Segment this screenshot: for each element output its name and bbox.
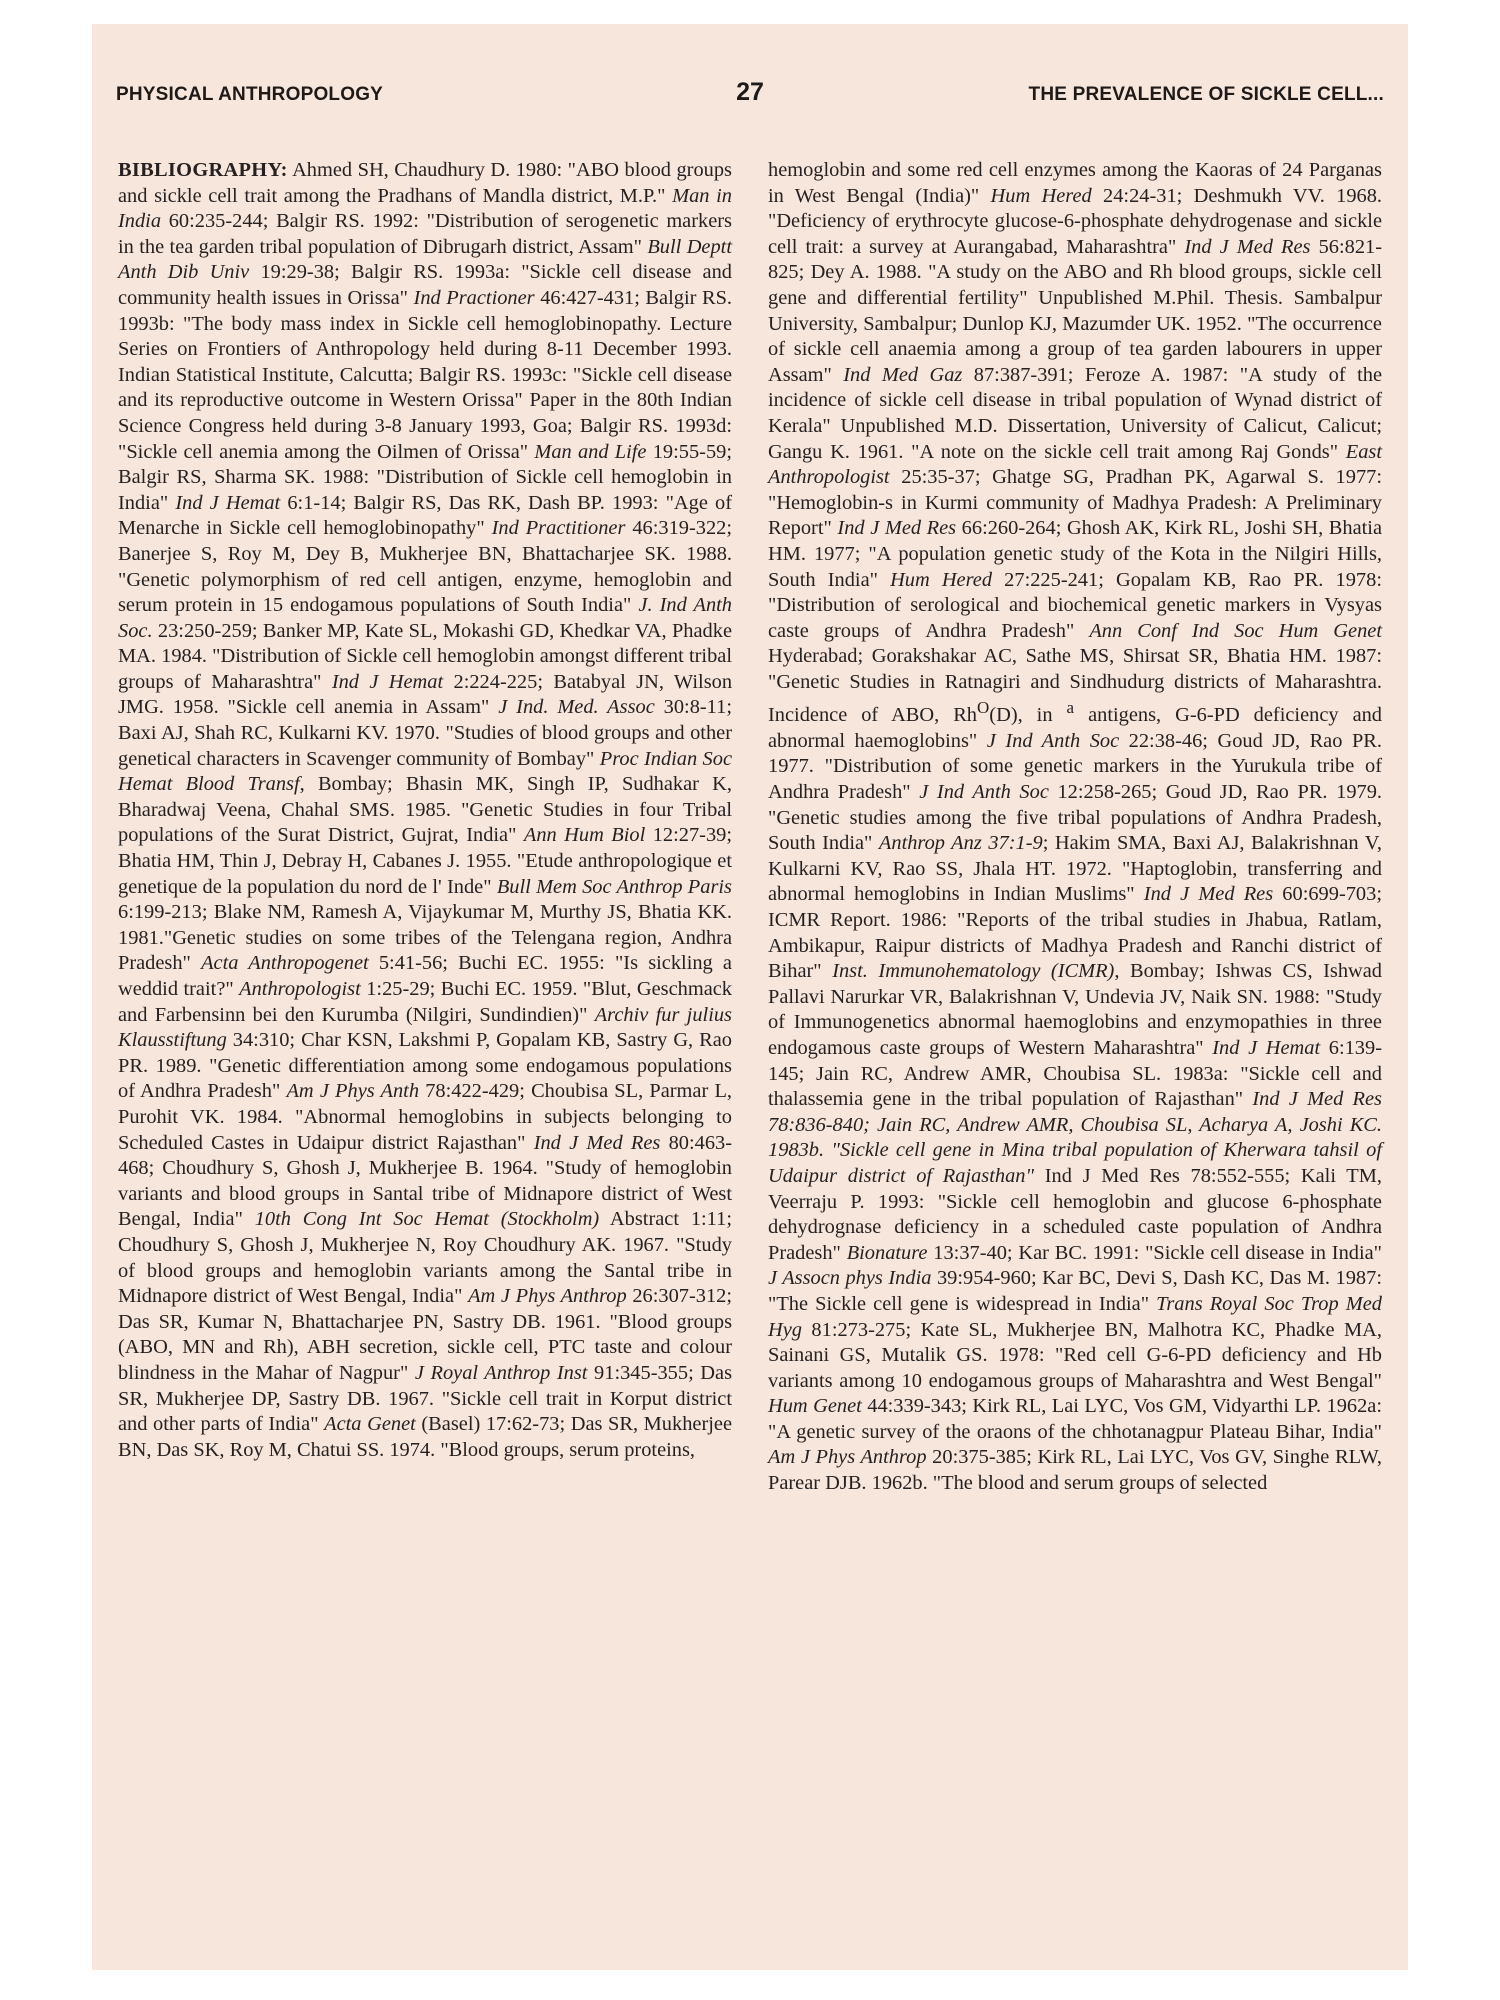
citation-text: 46:319-322; Banerjee S, Roy M, Dey B, Mukherjee BN, Bhattacharjee SK. 1988. "Genetic polymorphism of red cell antigen, enzyme, hemoglobin and serum protein in 15 endogamous populations of South India" bbox=[118, 517, 733, 617]
citation-text: , Bombay; Ishwas CS, Ishwad Pallavi Narurkar VR, Balakrishnan V, Undevia JV, Naik SN. 1988: "Study of Immunogenetics abnormal haemoglobins and enzymopathies in three endogamous caste groups of Western Maharashtra" bbox=[768, 960, 1382, 1059]
citation-source-italic: Acta Anthropogenet bbox=[201, 952, 369, 975]
citation-source-italic: Bionature bbox=[846, 1241, 928, 1264]
citation-source-italic: Ind J Med Res bbox=[1143, 883, 1274, 906]
citation-source-italic: J Royal Anthrop Inst bbox=[414, 1361, 588, 1384]
citation-text: 13:37-40; Kar BC. 1991: "Sickle cell disease in India" bbox=[927, 1241, 1382, 1264]
bibliography-heading: BIBLIOGRAPHY: bbox=[118, 159, 288, 181]
citation-source-italic: Trans Royal Soc Trop Med Hyg bbox=[768, 1292, 1382, 1341]
citation-text: 30:8-11; Baxi AJ, Shah RC, Kulkarni KV. 1970. "Studies of blood groups and other genetical characters in Scavenger community of Bombay" bbox=[118, 696, 732, 770]
citation-text: 44:339-343; Kirk RL, Lai LYC, Vos GM, Vidyarthi LP. 1962a: "A genetic survey of the oraons of the chhotanagpur Plateau Bihar, India" bbox=[768, 1395, 1382, 1443]
citation-source-italic: Hum Hered bbox=[990, 184, 1092, 207]
citation-text: 1:25-29; Buchi EC. 1959. "Blut, Geschmack and Farbensinn bei den Kurumba (Nilgiri, Sundindien)" bbox=[118, 978, 732, 1026]
citation-text: 12:27-39; Bhatia HM, Thin J, Debray H, Cabanes J. 1955. "Etude anthropologique et genetique de la population du nord de l' Inde" bbox=[118, 824, 733, 898]
citation-text: 20:375-385; Kirk RL, Lai LYC, Vos GV, Singhe RLW, Parear DJB. 1962b. "The blood and serum groups of selected bbox=[768, 1446, 1383, 1495]
citation-source-italic: Am J Phys Anthrop bbox=[468, 1285, 627, 1308]
citation-text: 56:821-825; Dey A. 1988. "A study on the ABO and Rh blood groups, sickle cell gene and differential fertility" Unpublished M.Phil. Thesis. Sambalpur University, Sambalpur; Dunlop KJ, Mazumder UK. 1952. "The occurrence of sickle cell anaemia among a group of tea garden labourers in upper Assam" bbox=[768, 235, 1382, 386]
citation-text: (D), in bbox=[989, 704, 1067, 727]
citation-text: 2:224-225; Batabyal JN, Wilson JMG. 1958. "Sickle cell anemia in Assam" bbox=[118, 670, 733, 719]
citation-text: 5:41-56; Buchi EC. 1955: "Is sickling a weddid trait?" bbox=[118, 952, 732, 1000]
citation-source-italic: Ann Hum Biol bbox=[523, 824, 646, 847]
citation-text: Ahmed SH, Chaudhury D. 1980: "ABO blood groups and sickle cell trait among the Pradhans of Mandla district, M.P." bbox=[118, 159, 732, 207]
citation-text: 87:387-391; Feroze A. 1987: "A study of the incidence of sickle cell disease in tribal population of Wynad district of Kerala" Unpublished M.D. Dissertation, University of Calicut, Calicut; Gangu K. 1961. "A note on the sickle cell trait among Raj Gonds" bbox=[768, 363, 1382, 463]
citation-text: 60:699-703; ICMR Report. 1986: "Reports of the tribal studies in Jhabua, Ratlam, Ambikapur, Raipur districts of Madhya Pradesh and Ranchi district of Bihar" bbox=[768, 883, 1382, 983]
citation-source-italic: J Ind. Med. Assoc bbox=[498, 696, 655, 719]
citation-source-italic: J Ind Anth Soc bbox=[986, 729, 1120, 752]
citation-text: antigens, G-6-PD deficiency and abnormal haemoglobins" bbox=[768, 704, 1383, 752]
citation-source-italic: Archiv fur julius Klausstiftung bbox=[118, 1003, 732, 1052]
citation-source-italic: Inst. Immunohematology (ICMR) bbox=[832, 960, 1115, 983]
citation-source-italic: J. Ind Anth Soc. bbox=[118, 594, 732, 642]
citation-source-italic: Proc Indian Soc Hemat Blood Transf bbox=[118, 747, 732, 796]
citation-source-italic: Hum Hered bbox=[890, 568, 993, 591]
page-number: 27 bbox=[736, 78, 764, 106]
citation-text: 6:199-213; Blake NM, Ramesh A, Vijaykumar M, Murthy JS, Bhatia KK. 1981."Genetic studies on some tribes of the Telengana region, Andhra Pradesh" bbox=[118, 901, 732, 975]
journal-page bbox=[92, 24, 1408, 1970]
citation-text: 23:250-259; Banker MP, Kate SL, Mokashi GD, Khedkar VA, Phadke MA. 1984. "Distribution of Sickle cell hemoglobin amongst different tribal groups of Maharashtra" bbox=[118, 619, 732, 693]
citation-source-italic: Man in India bbox=[118, 184, 732, 233]
citation-source-italic: Acta Genet bbox=[324, 1413, 416, 1436]
citation-source-italic: Ind Practitioner bbox=[491, 517, 626, 540]
citation-text: 46:427-431; Balgir RS. 1993b: "The body mass index in Sickle cell hemoglobinopathy. Lecture Series on Frontiers of Anthropology held during 8-11 December 1993. Indian Statistical Institute, Calcutta; Balgir RS. 1993c: "Sickle cell disease and its reproductive outcome in Western Orissa" Paper in the 80th Indian Science Congress held during 3-8 January 1993, Goa; Balgir RS. 1993d: "Sickle cell anemia among the Oilmen of Orissa" bbox=[118, 286, 733, 463]
citation-text: (Basel) 17:62-73; Das SR, Mukherjee BN, Das SK, Roy M, Chatui SS. 1974. "Blood groups, serum proteins, bbox=[118, 1413, 732, 1461]
citation-source-italic: J Ind Anth Soc bbox=[919, 781, 1049, 804]
citation-source-italic: Am J Phys Anth bbox=[286, 1080, 420, 1103]
citation-source-italic: Anthrop Anz 37:1-9 bbox=[878, 832, 1043, 855]
citation-source-italic: Bull Deptt Anth Dib Univ bbox=[118, 235, 732, 284]
citation-text: 39:954-960; Kar BC, Devi S, Dash KC, Das M. 1987: "The Sickle cell gene is widespread in India" bbox=[768, 1267, 1382, 1315]
citation-source-italic: J Assocn phys India bbox=[768, 1267, 932, 1290]
bibliography-section bbox=[118, 158, 1382, 1497]
citation-text: 26:307-312; Das SR, Kumar N, Bhattacharjee PN, Sastry DB. 1961. "Blood groups (ABO, MN and Rh), ABH secretion, sickle cell, PTC taste and colour blindness in the Mahar of Nagpur" bbox=[118, 1285, 733, 1384]
citation-text: 19:29-38; Balgir RS. 1993a: "Sickle cell disease and community health issues in Orissa" bbox=[118, 261, 732, 309]
citation-text: , Bombay; Bhasin MK, Singh IP, Sudhakar K, Bharadwaj Veena, Chahal SMS. 1985. "Genetic Studies in four Tribal populations of the Surat District, Gujrat, India" bbox=[118, 773, 732, 847]
citation-source-italic: East Anthropologist bbox=[768, 440, 1382, 489]
citation-text: 6:139-145; Jain RC, Andrew AMR, Choubisa SL. 1983a: "Sickle cell and thalassemia gene in the tribal population of Rajasthan" bbox=[768, 1036, 1382, 1111]
citation-text: Abstract 1:11; Choudhury S, Ghosh J, Mukherjee N, Roy Choudhury AK. 1967. "Study of blood groups and hemoglobin variants among the Santal tribe in Midnapore district of West Bengal, India" bbox=[118, 1208, 732, 1308]
citation-source-italic: Ind J Hemat bbox=[1212, 1036, 1321, 1059]
bibliography-right-column bbox=[768, 158, 1382, 1497]
citation-text: 66:260-264; Ghosh AK, Kirk RL, Joshi SH, Bhatia HM. 1977; "A population genetic study of the Kota in the Nilgiri Hills, South India" bbox=[768, 517, 1383, 591]
citation-text: 22:38-46; Goud JD, Rao PR. 1977. "Distribution of some genetic markers in the Yurukula tribe of Andhra Pradesh" bbox=[768, 729, 1382, 804]
citation-source-italic: Ind J Hemat bbox=[331, 670, 444, 693]
citation-text: 27:225-241; Gopalam KB, Rao PR. 1978: "Distribution of serological and biochemical genetic markers in Vysyas caste groups of Andhra Pradesh" bbox=[768, 568, 1382, 642]
citation-source-italic: Anthropologist bbox=[239, 978, 361, 1000]
header-article-title: THE PREVALENCE OF SICKLE CELL... bbox=[1028, 84, 1384, 105]
superscript: a bbox=[1066, 698, 1075, 718]
citation-source-italic: Ind J Med Res bbox=[1184, 235, 1311, 258]
citation-text: 81:273-275; Kate SL, Mukherjee BN, Malhotra KC, Phadke MA, Sainani GS, Mutalik GS. 1978: "Red cell G-6-PD deficiency and Hb variants among 10 endogamous groups of Maharashtra and West Bengal" bbox=[768, 1318, 1382, 1392]
citation-text: Ind J Med Res 78:552-555; Kali TM, Veerraju P. 1993: "Sickle cell hemoglobin and glucose 6-phosphate dehydrognase deficiency in a scheduled caste population of Andhra Pradesh" bbox=[768, 1164, 1382, 1264]
citation-text: ; Hakim SMA, Baxi AJ, Balakrishnan V, Kulkarni KV, Rao SS, Jhala HT. 1972. "Haptoglobin, transferring and abnormal hemoglobins in Indian Muslims" bbox=[768, 832, 1382, 906]
citation-text: 91:345-355; Das SR, Mukherjee DP, Sastry DB. 1967. "Sickle cell trait in Korput district and other parts of India" bbox=[118, 1361, 733, 1436]
citation-source-italic: Hum Genet bbox=[768, 1395, 862, 1418]
citation-source-italic: Ind J Hemat bbox=[175, 491, 281, 514]
running-header bbox=[116, 78, 1384, 112]
citation-text: 12:258-265; Goud JD, Rao PR. 1979. "Genetic studies among the five tribal populations of Andhra Pradesh, South India" bbox=[768, 781, 1383, 855]
citation-text: 34:310; Char KSN, Lakshmi P, Gopalam KB, Sastry G, Rao PR. 1989. "Genetic differentiation among some endogamous populations of Andhra Pradesh" bbox=[118, 1029, 732, 1103]
citation-text: 78:422-429; Choubisa SL, Parmar L, Purohit VK. 1984. "Abnormal hemoglobins in subjects belonging to Scheduled Castes in Udaipur district Rajasthan" bbox=[118, 1080, 732, 1154]
citation-text: Hyderabad; Gorakshakar AC, Sathe MS, Shirsat SR, Bhatia HM. 1987: "Genetic Studies in Ratnagiri and Sindhudurg districts of Maharashtra. Incidence of ABO, Rh bbox=[768, 645, 1382, 727]
header-section-title: PHYSICAL ANTHROPOLOGY bbox=[116, 84, 384, 105]
citation-source-italic: Ind J Med Res bbox=[533, 1131, 661, 1154]
citation-source-italic: Ind Med Gaz bbox=[843, 363, 963, 386]
citation-text: 6:1-14; Balgir RS, Das RK, Dash BP. 1993: "Age of Menarche in Sickle cell hemoglobinopathy" bbox=[118, 491, 732, 540]
citation-source-italic: Am J Phys Anthrop bbox=[768, 1446, 927, 1469]
citation-text: hemoglobin and some red cell enzymes among the Kaoras of 24 Parganas in West Bengal (India)" bbox=[768, 159, 1382, 207]
citation-source-italic: Ann Conf Ind Soc Hum Genet bbox=[1089, 619, 1382, 642]
citation-text: 24:24-31; Deshmukh VV. 1968. "Deficiency of erythrocyte glucose-6-phosphate dehydrogenase and sickle cell trait: a survey at Aurangabad, Maharashtra" bbox=[768, 184, 1383, 258]
superscript: O bbox=[977, 698, 990, 718]
bibliography-left-column bbox=[118, 158, 732, 1497]
citation-source-italic: Man and Life bbox=[534, 440, 647, 463]
citation-text: 80:463-468; Choudhury S, Ghosh J, Mukherjee B. 1964. "Study of hemoglobin variants and blood groups in Santal tribe of Midnapore district of West Bengal, India" bbox=[118, 1131, 733, 1231]
citation-text: 25:35-37; Ghatge SG, Pradhan PK, Agarwal S. 1977: "Hemoglobin-s in Kurmi community of Madhya Pradesh: A Preliminary Report" bbox=[768, 466, 1382, 540]
citation-text: 19:55-59; Balgir RS, Sharma SK. 1988: "Distribution of Sickle cell hemoglobin in India" bbox=[118, 440, 732, 514]
citation-source-italic: Ind J Med Res bbox=[837, 517, 957, 540]
citation-text: 60:235-244; Balgir RS. 1992: "Distribution of serogenetic markers in the tea garden tribal population of Dibrugarh district, Assam" bbox=[118, 210, 732, 258]
citation-source-italic: Ind Practioner bbox=[413, 286, 535, 309]
citation-source-italic: Bull Mem Soc Anthrop Paris bbox=[496, 875, 732, 898]
citation-source-italic: Ind J Med Res 78:836-840; Jain RC, Andrew AMR, Choubisa SL, Acharya A, Joshi KC. 1983b. "Sickle cell gene in Mina tribal population of Kherwara tahsil of Udaipur district of Rajasthan" bbox=[768, 1088, 1382, 1187]
citation-source-italic: 10th Cong Int Soc Hemat (Stockholm) bbox=[254, 1208, 600, 1231]
